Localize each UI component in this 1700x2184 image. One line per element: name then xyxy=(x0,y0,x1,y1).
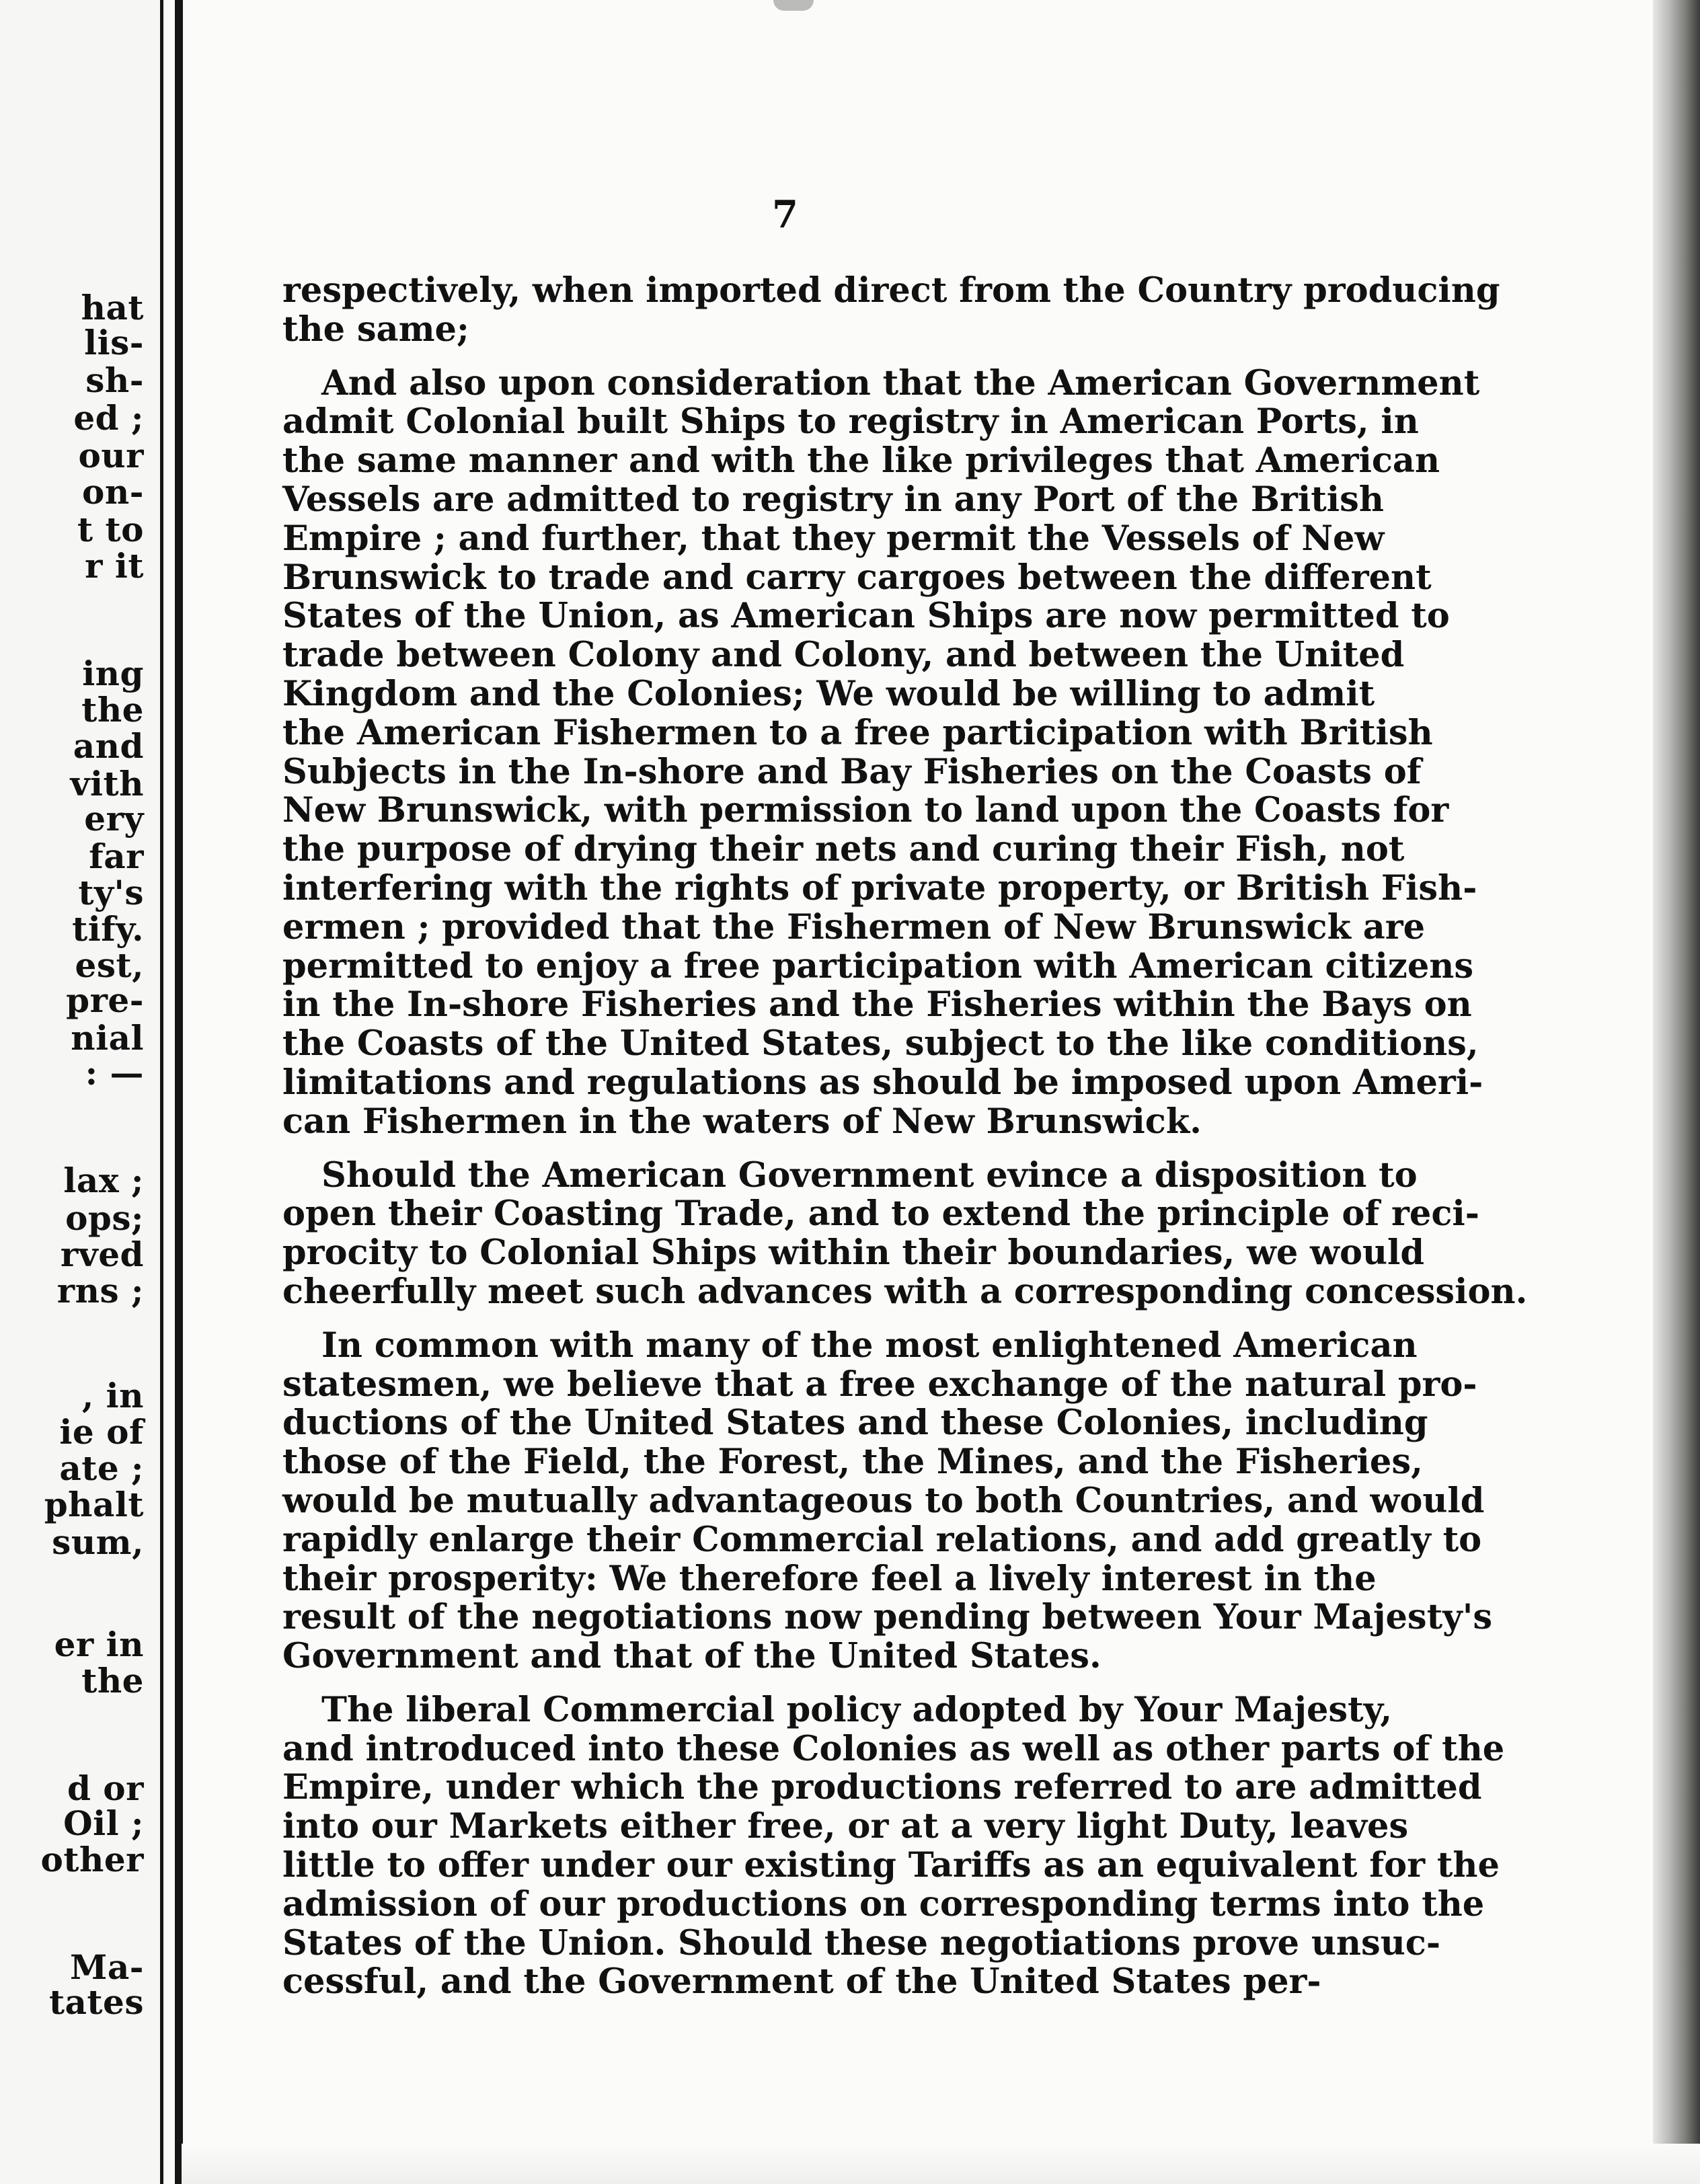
text-line: permitted to enjoy a free participation with American citizens xyxy=(282,945,1474,986)
text-line: their prosperity: We therefore feel a lively interest in the xyxy=(282,1558,1377,1599)
left-page-fragment: nial xyxy=(71,1018,144,1058)
left-page-fragment: ie of xyxy=(59,1412,144,1452)
left-page-fragment: the xyxy=(81,1661,144,1701)
text-line: And also upon consideration that the American Government xyxy=(321,362,1480,403)
left-page-fragment: and xyxy=(73,726,144,766)
text-line: open their Coasting Trade, and to extend the principle of reci- xyxy=(282,1194,1479,1235)
left-page-fragment: on- xyxy=(82,472,144,512)
paragraph xyxy=(282,270,1500,350)
left-page-fragment: lax ; xyxy=(63,1161,144,1200)
text-line: admit Colonial built Ships to registry in American Ports, in xyxy=(282,401,1419,442)
text-line: into our Markets either free, or at a very light Duty, leaves xyxy=(282,1806,1409,1847)
left-facing-page xyxy=(0,0,160,2184)
gutter-shadow xyxy=(175,0,183,2184)
left-page-fragment: tates xyxy=(48,1982,144,2022)
left-page-fragment: rved xyxy=(60,1235,144,1274)
left-page-fragment: our xyxy=(78,436,144,475)
left-page-fragment: lis- xyxy=(84,323,144,362)
text-line: the American Fishermen to a free participation with British xyxy=(282,712,1433,753)
text-line: Government and that of the United States. xyxy=(282,1636,1102,1677)
text-line: Kingdom and the Colonies; We would be willing to admit xyxy=(282,673,1375,714)
text-line: the same manner and with the like privileges that American xyxy=(282,440,1440,481)
page-number: 7 xyxy=(772,192,798,237)
left-page-fragment: Ma- xyxy=(70,1947,144,1987)
text-line: rapidly enlarge their Commercial relations, and add greatly to xyxy=(282,1519,1482,1560)
text-line: States of the Union, as American Ships are now permitted to xyxy=(282,596,1450,637)
text-line: would be mutually advantageous to both Countries, and would xyxy=(282,1480,1485,1521)
text-line: those of the Field, the Forest, the Mines, and the Fisheries, xyxy=(282,1442,1423,1483)
left-page-fragment: ate ; xyxy=(59,1448,144,1488)
text-line: limitations and regulations as should be imposed upon Ameri- xyxy=(282,1062,1483,1103)
text-line: The liberal Commercial policy adopted by Your Majesty, xyxy=(321,1689,1393,1730)
left-page-fragment: ery xyxy=(84,799,144,838)
text-line: Should the American Government evince a disposition to xyxy=(321,1155,1418,1196)
left-page-fragment: Oil ; xyxy=(63,1803,144,1843)
left-page-fragment: er in xyxy=(54,1625,144,1664)
text-line: interfering with the rights of private property, or British Fish- xyxy=(282,867,1477,908)
left-page-fragment: far xyxy=(89,836,144,876)
text-line: in the In-shore Fisheries and the Fisheries within the Bays on xyxy=(282,984,1472,1025)
text-line: New Brunswick, with permission to land upon the Coasts for xyxy=(282,790,1449,831)
text-line: the same; xyxy=(282,309,469,350)
text-line: cessful, and the Government of the United States per- xyxy=(282,1961,1321,2002)
text-line: ermen ; provided that the Fishermen of New Brunswick are xyxy=(282,906,1426,947)
left-page-fragment: hat xyxy=(81,288,144,327)
bottom-page-edge xyxy=(182,2144,1700,2184)
left-page-fragment: other xyxy=(40,1840,144,1879)
left-page-fragment: phalt xyxy=(44,1485,144,1524)
text-line: admission of our productions on corresponding terms into the xyxy=(282,1883,1485,1924)
text-line: In common with many of the most enlightened American xyxy=(321,1325,1418,1366)
text-line: the Coasts of the United States, subject to the like conditions, xyxy=(282,1023,1479,1064)
text-line: ductions of the United States and these Colonies, including xyxy=(282,1403,1428,1444)
paragraph xyxy=(282,362,1483,1142)
left-page-fragment: sum, xyxy=(52,1522,144,1562)
text-line: Empire ; and further, that they permit the Vessels of New xyxy=(282,518,1385,559)
left-page-fragment: r it xyxy=(85,546,144,586)
text-line: Empire, under which the productions referred to are admitted xyxy=(282,1767,1482,1808)
text-line: States of the Union. Should these negotiations prove unsuc- xyxy=(282,1922,1441,1963)
text-line: the purpose of drying their nets and curing their Fish, not xyxy=(282,829,1405,870)
text-line: statesmen, we believe that a free exchange of the natural pro- xyxy=(282,1364,1477,1405)
left-page-fragment: pre- xyxy=(66,980,144,1020)
text-line: Brunswick to trade and carry cargoes between the different xyxy=(282,557,1432,598)
left-page-fragment: sh- xyxy=(85,360,144,400)
left-page-fragment: rns ; xyxy=(56,1271,144,1311)
left-page-fragment: est, xyxy=(75,945,144,985)
text-line: Vessels are admitted to registry in any Port of the British xyxy=(282,479,1384,520)
text-line: trade between Colony and Colony, and between the United xyxy=(282,635,1405,676)
top-edge-mark xyxy=(773,0,814,11)
text-line: little to offer under our existing Tariffs as an equivalent for the xyxy=(282,1845,1500,1886)
left-page-fragment: ops; xyxy=(65,1198,144,1238)
paragraph xyxy=(282,1689,1505,2002)
left-page-fragment: t to xyxy=(77,510,144,549)
left-page-fragment: tify. xyxy=(72,909,144,949)
text-line: result of the negotiations now pending between Your Majesty's xyxy=(282,1597,1493,1638)
left-page-fragment: : — xyxy=(85,1053,144,1093)
text-line: respectively, when imported direct from the Country producing xyxy=(282,270,1500,311)
text-line: can Fishermen in the waters of New Brunswick. xyxy=(282,1101,1202,1142)
gutter-divider xyxy=(160,0,163,2184)
paragraph xyxy=(282,1155,1528,1312)
left-page-fragment: ed ; xyxy=(73,398,144,438)
text-line: procity to Colonial Ships within their boundaries, we would xyxy=(282,1233,1425,1274)
text-line: and introduced into these Colonies as well as other parts of the xyxy=(282,1728,1505,1769)
left-page-fragment: ty's xyxy=(78,873,144,912)
paragraph xyxy=(282,1325,1493,1677)
page-body xyxy=(282,270,1528,2017)
right-page-edge xyxy=(1653,0,1700,2184)
text-line: Subjects in the In-shore and Bay Fisheries on the Coasts of xyxy=(282,751,1422,792)
left-page-fragment: the xyxy=(81,690,144,730)
left-page-fragment: d or xyxy=(67,1768,144,1808)
text-line: cheerfully meet such advances with a corresponding concession. xyxy=(282,1271,1528,1312)
left-page-fragment: , in xyxy=(81,1376,144,1415)
left-page-fragment: vith xyxy=(70,764,144,804)
left-page-fragment: ing xyxy=(82,654,144,693)
